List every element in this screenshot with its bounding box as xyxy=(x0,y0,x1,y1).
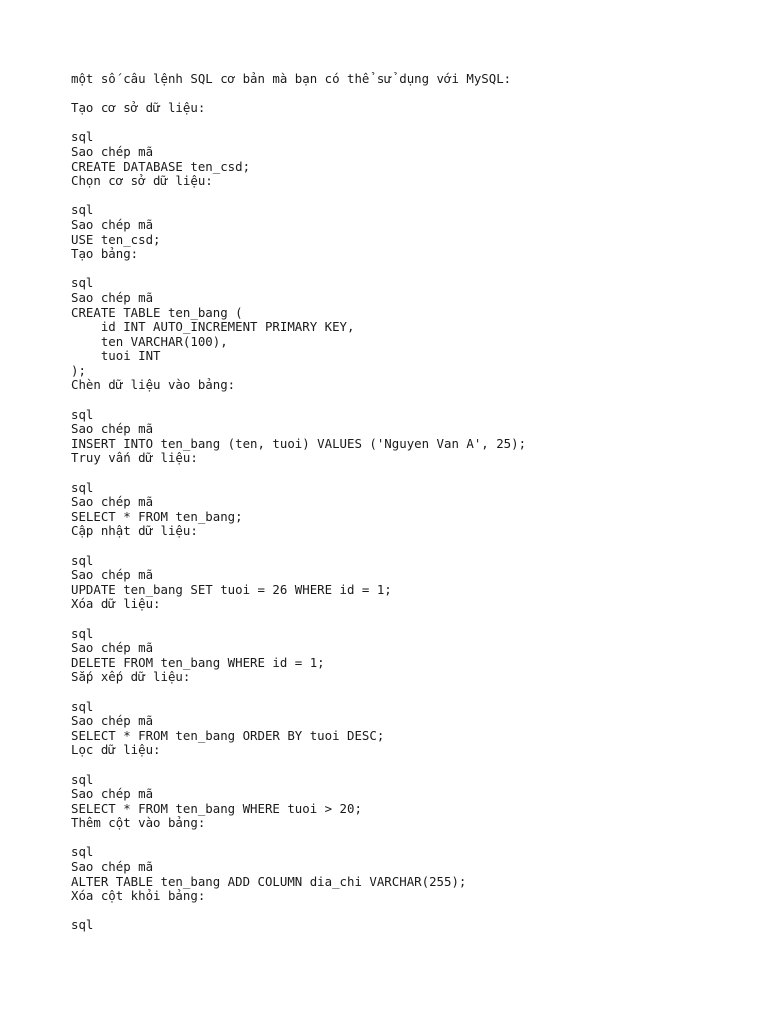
text-line: ten VARCHAR(100), xyxy=(71,333,228,349)
document-page xyxy=(71,72,751,933)
text-line: sql xyxy=(71,202,94,218)
text-line: sql xyxy=(71,129,94,145)
text-line: Xóa dữ liệu: xyxy=(71,596,161,612)
text-line: Thêm cột vào bảng: xyxy=(71,815,206,831)
text-line: Sao chép mã xyxy=(71,421,154,437)
text-line: CREATE TABLE ten_bang ( xyxy=(71,304,243,320)
blank-line xyxy=(71,116,751,131)
text-line: ALTER TABLE ten_bang ADD COLUMN dia_chi VARCHAR(255); xyxy=(71,873,467,889)
text-line: Lọc dữ liệu: xyxy=(71,742,161,758)
text-line: Sao chép mã xyxy=(71,494,154,510)
text-line: Truy vấn dữ liệu: xyxy=(71,450,198,466)
text-line: Sao chép mã xyxy=(71,143,154,159)
blank-line xyxy=(71,758,751,773)
text-line: Sao chép mã xyxy=(71,713,154,729)
text-line: Sao chép mã xyxy=(71,859,154,875)
text-line: Sao chép mã xyxy=(71,640,154,656)
text-line: USE ten_csd; xyxy=(71,231,161,247)
blank-line xyxy=(71,612,751,627)
blank-line xyxy=(71,189,751,204)
text-line: SELECT * FROM ten_bang ORDER BY tuoi DESC; xyxy=(71,727,385,743)
text-line: sql xyxy=(71,479,94,495)
blank-line xyxy=(71,466,751,481)
blank-line xyxy=(71,685,751,700)
text-line: sql xyxy=(71,552,94,568)
text-line: sql xyxy=(71,698,94,714)
text-line: sql xyxy=(71,275,94,291)
text-line: DELETE FROM ten_bang WHERE id = 1; xyxy=(71,654,325,670)
text-line: CREATE DATABASE ten_csd; xyxy=(71,158,251,174)
text-line: Tạo cơ sở dữ liệu: xyxy=(71,100,206,116)
text-line: sql xyxy=(71,625,94,641)
blank-line xyxy=(71,904,751,919)
text-line: Cập nhật dữ liệu: xyxy=(71,523,198,539)
text-line: Sao chép mã xyxy=(71,567,154,583)
text-line: Chọn cơ sở dữ liệu: xyxy=(71,173,213,189)
text-line: ); xyxy=(71,362,86,378)
blank-line xyxy=(71,831,751,846)
text-line: tuoi INT xyxy=(71,348,161,364)
text-line: Sao chép mã xyxy=(71,216,154,232)
text-line: UPDATE ten_bang SET tuoi = 26 WHERE id = 1; xyxy=(71,581,392,597)
text-line: một số câu lệnh SQL cơ bản mà bạn có thể sử dụng với MySQL: xyxy=(71,71,512,86)
text-line: Sao chép mã xyxy=(71,289,154,305)
blank-line xyxy=(71,539,751,554)
blank-line xyxy=(71,393,751,408)
text-line: sql xyxy=(71,771,94,787)
text-line: SELECT * FROM ten_bang WHERE tuoi > 20; xyxy=(71,800,362,816)
text-line: Sao chép mã xyxy=(71,786,154,802)
text-line: sql xyxy=(71,406,94,422)
text-line: id INT AUTO_INCREMENT PRIMARY KEY, xyxy=(71,319,355,335)
blank-line xyxy=(71,87,751,102)
text-line: Sắp xếp dữ liệu: xyxy=(71,669,191,685)
text-line: Tạo bảng: xyxy=(71,246,139,262)
text-line: sql xyxy=(71,844,94,860)
text-line: INSERT INTO ten_bang (ten, tuoi) VALUES ('Nguyen Van A', 25); xyxy=(71,435,527,451)
text-line: Chèn dữ liệu vào bảng: xyxy=(71,377,236,393)
text-line: Xóa cột khỏi bảng: xyxy=(71,888,206,904)
blank-line xyxy=(71,262,751,277)
text-line: SELECT * FROM ten_bang; xyxy=(71,508,243,524)
text-line: sql xyxy=(71,917,94,933)
